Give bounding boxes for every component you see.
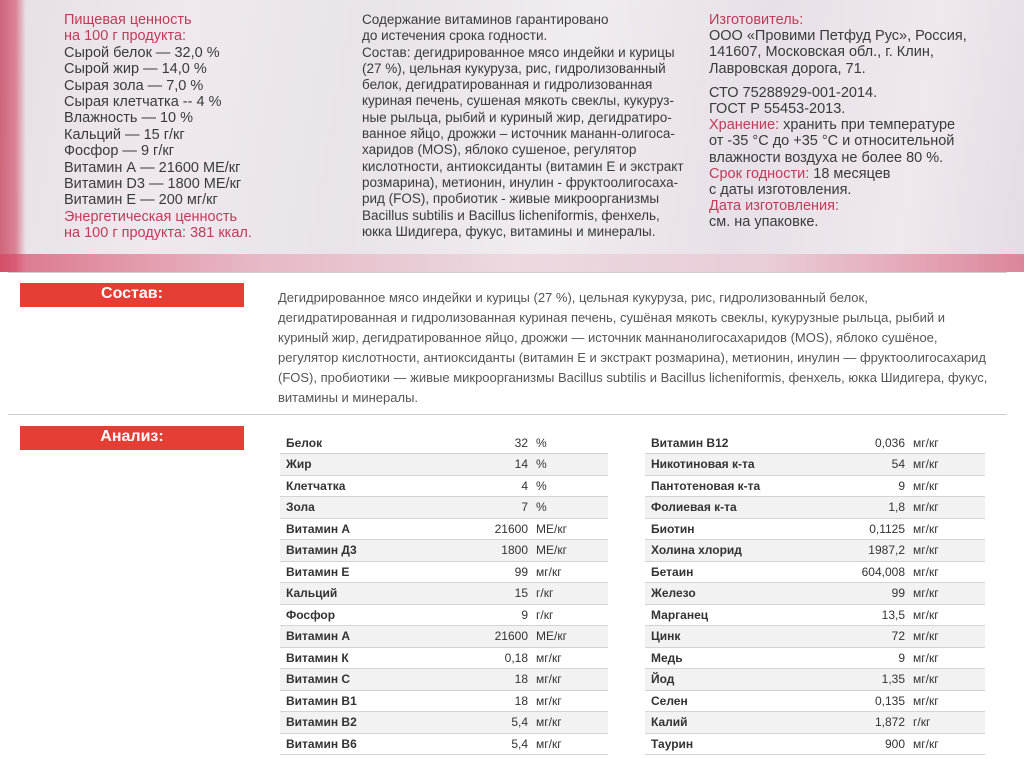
nutrient-value: 13,5 <box>811 604 913 626</box>
nutrient-value: 604,008 <box>811 561 913 583</box>
nutrient-name: Селен <box>645 690 811 712</box>
nutrient-name: Фосфор <box>280 604 478 626</box>
table-row <box>645 733 985 755</box>
nutrient-unit: мг/кг <box>536 690 608 712</box>
label-line: Фосфор — 9 г/кг <box>64 143 174 160</box>
label-line: см. на упаковке. <box>709 214 819 231</box>
nutrient-name: Зола <box>280 497 478 519</box>
nutrient-unit: мг/кг <box>536 712 608 734</box>
analysis-tab: Анализ: <box>20 426 244 450</box>
nutrient-value: 1987,2 <box>811 540 913 562</box>
nutrient-unit: МЕ/кг <box>536 626 608 648</box>
label-line: Bacillus subtilis и Bacillus licheniformis, фенхель, <box>362 207 660 223</box>
nutrient-unit: мг/кг <box>913 432 985 454</box>
label-line: кислотности, антиоксиданты (витамин Е и экстракт <box>362 158 684 174</box>
nutrient-value: 1,872 <box>811 712 913 734</box>
table-row <box>280 669 608 691</box>
table-row <box>280 497 608 519</box>
label-line: Сырая зола — 7,0 % <box>64 77 204 94</box>
nutrient-value: 21600 <box>478 626 536 648</box>
nutrient-name: Клетчатка <box>280 475 478 497</box>
nutrient-name: Цинк <box>645 626 811 648</box>
nutrient-value: 0,18 <box>478 647 536 669</box>
label-line: СТО 75288929-001-2014. <box>709 84 878 101</box>
nutrient-unit: мг/кг <box>536 561 608 583</box>
nutrient-value: 14 <box>478 454 536 476</box>
nutrient-unit: МЕ/кг <box>536 518 608 540</box>
nutrient-name: Пантотеновая к-та <box>645 475 811 497</box>
nutrient-value: 99 <box>478 561 536 583</box>
table-row <box>645 669 985 691</box>
label-line: розмарина), метионин, инулин - фруктоолигосаха- <box>362 174 679 190</box>
nutrient-name: Витамин К <box>280 647 478 669</box>
label-line: харидов (MOS), яблоко сушеное, регулятор <box>362 142 637 158</box>
nutrient-value: 21600 <box>478 518 536 540</box>
table-row <box>280 454 608 476</box>
nutrient-name: Бетаин <box>645 561 811 583</box>
table-row <box>280 690 608 712</box>
label-line: Витамин Е — 200 мг/кг <box>64 192 218 209</box>
nutrient-unit: % <box>536 454 608 476</box>
table-row <box>280 540 608 562</box>
nutrient-unit: мг/кг <box>913 604 985 626</box>
nutrient-value: 4 <box>478 475 536 497</box>
table-row <box>645 497 985 519</box>
label-line: юкка Шидигера, фукус, витамины и минералы. <box>362 223 656 239</box>
label-line: ванное яйцо, дрожжи – источник мананн-олигоса- <box>362 126 675 142</box>
nutrient-name: Биотин <box>645 518 811 540</box>
nutrient-name: Витамин А <box>280 518 478 540</box>
nutrient-unit: % <box>536 475 608 497</box>
composition-text: Дегидрированное мясо индейки и курицы (27 %), цельная кукуруза, рис, гидролизованный белок, дегидратированная и гидролизованная куриная печень, сушёная мякоть свеклы, кукурузные рыльца, рыбий и куриный жир, дегидратированное яйцо, дрожжи — источник маннанолигосахаридов (MOS), яблоко сушёное, регулятор кислотности, антиоксиданты (витамин Е и экстракт розмарина), метионин, инулин — фруктоолигосахарид (FOS), пробиотики — живые микроорганизмы Bacillus subtilis и Bacillus licheniformis, фенхель, юкка Шидигера, фукус, витамины и минералы. <box>278 290 988 405</box>
nutrient-name: Жир <box>280 454 478 476</box>
label-line: Хранение: хранить при температуре <box>709 117 956 134</box>
nutrient-unit: мг/кг <box>913 733 985 755</box>
nutrient-unit: мг/кг <box>913 540 985 562</box>
table-row <box>280 432 608 454</box>
nutrient-value: 9 <box>811 647 913 669</box>
label-line: от -35 °С до +35 °С и относительной <box>709 133 955 150</box>
nutrient-name: Витамин В1 <box>280 690 478 712</box>
label-manufacturer-column <box>709 12 967 231</box>
label-line: влажности воздуха не более 80 %. <box>709 149 944 166</box>
label-line: 141607, Московская обл., г. Клин, <box>709 44 934 61</box>
table-row <box>645 432 985 454</box>
label-line: ГОСТ Р 55453-2013. <box>709 101 846 118</box>
label-line: Влажность — 10 % <box>64 110 194 127</box>
nutrient-name: Витамин В6 <box>280 733 478 755</box>
label-line: Состав: дегидрированное мясо индейки и курицы <box>362 44 675 60</box>
nutrient-name: Марганец <box>645 604 811 626</box>
nutrient-unit: мг/кг <box>536 733 608 755</box>
nutrient-name: Медь <box>645 647 811 669</box>
label-line: Сырой жир — 14,0 % <box>64 61 207 78</box>
table-row <box>280 475 608 497</box>
nutrient-value: 15 <box>478 583 536 605</box>
label-nutrition-column <box>64 12 252 242</box>
label-line: Содержание витаминов гарантировано <box>362 12 609 27</box>
nutrient-name: Кальций <box>280 583 478 605</box>
nutrient-unit: мг/кг <box>913 518 985 540</box>
nutrient-value: 32 <box>478 432 536 454</box>
nutrient-value: 9 <box>478 604 536 626</box>
nutrient-unit: мг/кг <box>913 475 985 497</box>
nutrient-unit: МЕ/кг <box>536 540 608 562</box>
nutrient-unit: мг/кг <box>913 561 985 583</box>
label-line: Сырой белок — 32,0 % <box>64 44 220 61</box>
analysis-table-left <box>280 432 608 755</box>
nutrient-value: 900 <box>811 733 913 755</box>
nutrient-unit: % <box>536 497 608 519</box>
nutrient-unit: % <box>536 432 608 454</box>
label-line: белок, дегидратированная и гидролизованная <box>362 77 653 93</box>
label-line: Лавровская дорога, 71. <box>709 60 866 77</box>
table-row <box>645 561 985 583</box>
nutrient-unit: мг/кг <box>536 647 608 669</box>
nutrient-name: Белок <box>280 432 478 454</box>
nutrient-unit: мг/кг <box>913 454 985 476</box>
nutrient-value: 18 <box>478 669 536 691</box>
nutrient-unit: г/кг <box>536 583 608 605</box>
nutrient-unit: мг/кг <box>913 647 985 669</box>
table-row <box>645 604 985 626</box>
table-row <box>280 733 608 755</box>
label-line: Витамин А — 21600 МЕ/кг <box>64 159 241 176</box>
label-line: Сырая клетчатка -- 4 % <box>64 94 222 111</box>
label-line: Изготовитель: <box>709 12 804 28</box>
label-line: с даты изготовления. <box>709 182 852 199</box>
table-row <box>280 518 608 540</box>
table-row <box>645 583 985 605</box>
package-edge-decoration <box>0 0 26 272</box>
nutrient-value: 0,1125 <box>811 518 913 540</box>
label-line <box>709 77 967 85</box>
label-line: Кальций — 15 г/кг <box>64 126 185 143</box>
table-row <box>280 561 608 583</box>
package-bottom-band <box>0 254 1024 272</box>
package-label-photo <box>0 0 1024 272</box>
nutrient-value: 0,036 <box>811 432 913 454</box>
label-line: ные рыльца, рыбий и куриный жир, дегидратиро- <box>362 109 672 125</box>
label-line: Срок годности: 18 месяцев <box>709 165 891 182</box>
label-line: Энергетическая ценность <box>64 208 238 225</box>
nutrient-value: 54 <box>811 454 913 476</box>
nutrient-name: Йод <box>645 669 811 691</box>
label-line: куриная печень, сушеная мякоть свеклы, кукуруз- <box>362 93 674 109</box>
nutrient-name: Витамин Д3 <box>280 540 478 562</box>
nutrient-unit: мг/кг <box>913 583 985 605</box>
nutrient-name: Железо <box>645 583 811 605</box>
table-row <box>280 583 608 605</box>
nutrient-unit: мг/кг <box>913 669 985 691</box>
nutrient-value: 5,4 <box>478 712 536 734</box>
table-row <box>645 690 985 712</box>
nutrient-name: Витамин А <box>280 626 478 648</box>
nutrient-value: 72 <box>811 626 913 648</box>
nutrient-value: 18 <box>478 690 536 712</box>
nutrient-unit: г/кг <box>913 712 985 734</box>
nutrient-name: Таурин <box>645 733 811 755</box>
nutrient-name: Калий <box>645 712 811 734</box>
nutrient-unit: мг/кг <box>536 669 608 691</box>
section-divider <box>8 414 1007 415</box>
table-row <box>645 626 985 648</box>
table-row <box>645 518 985 540</box>
nutrient-name: Никотиновая к-та <box>645 454 811 476</box>
table-row <box>280 712 608 734</box>
nutrient-unit: мг/кг <box>913 497 985 519</box>
nutrient-value: 1,8 <box>811 497 913 519</box>
label-line: Дата изготовления: <box>709 198 840 215</box>
label-line: рид (FOS), пробиотик - живые микроорганизмы <box>362 191 660 207</box>
label-line: Витамин D3 — 1800 МЕ/кг <box>64 176 242 193</box>
nutrient-value: 1,35 <box>811 669 913 691</box>
nutrient-value: 1800 <box>478 540 536 562</box>
nutrient-name: Витамин Е <box>280 561 478 583</box>
label-line: Пищевая ценность <box>64 12 192 28</box>
nutrient-value: 7 <box>478 497 536 519</box>
nutrient-value: 99 <box>811 583 913 605</box>
table-row <box>645 647 985 669</box>
nutrient-unit: г/кг <box>536 604 608 626</box>
nutrient-unit: мг/кг <box>913 626 985 648</box>
nutrient-name: Холина хлорид <box>645 540 811 562</box>
nutrient-value: 9 <box>811 475 913 497</box>
label-line: ООО «Провими Петфуд Рус», Россия, <box>709 28 967 45</box>
table-row <box>645 475 985 497</box>
analysis-table-right <box>645 432 985 755</box>
section-divider <box>8 272 1007 273</box>
table-row <box>645 454 985 476</box>
composition-tab: Состав: <box>20 283 244 307</box>
table-row <box>645 712 985 734</box>
table-row <box>280 647 608 669</box>
nutrient-name: Витамин С <box>280 669 478 691</box>
nutrient-name: Витамин В2 <box>280 712 478 734</box>
label-composition-column <box>362 12 684 240</box>
nutrient-value: 5,4 <box>478 733 536 755</box>
nutrient-unit: мг/кг <box>913 690 985 712</box>
table-row <box>280 626 608 648</box>
table-row <box>280 604 608 626</box>
label-line: до истечения срока годности. <box>362 28 548 44</box>
label-line: на 100 г продукта: 381 ккал. <box>64 225 252 242</box>
label-line: на 100 г продукта: <box>64 28 187 45</box>
nutrient-name: Витамин В12 <box>645 432 811 454</box>
nutrient-name: Фолиевая к-та <box>645 497 811 519</box>
nutrient-value: 0,135 <box>811 690 913 712</box>
table-row <box>645 540 985 562</box>
label-line: (27 %), цельная кукуруза, рис, гидролизованный <box>362 60 666 76</box>
